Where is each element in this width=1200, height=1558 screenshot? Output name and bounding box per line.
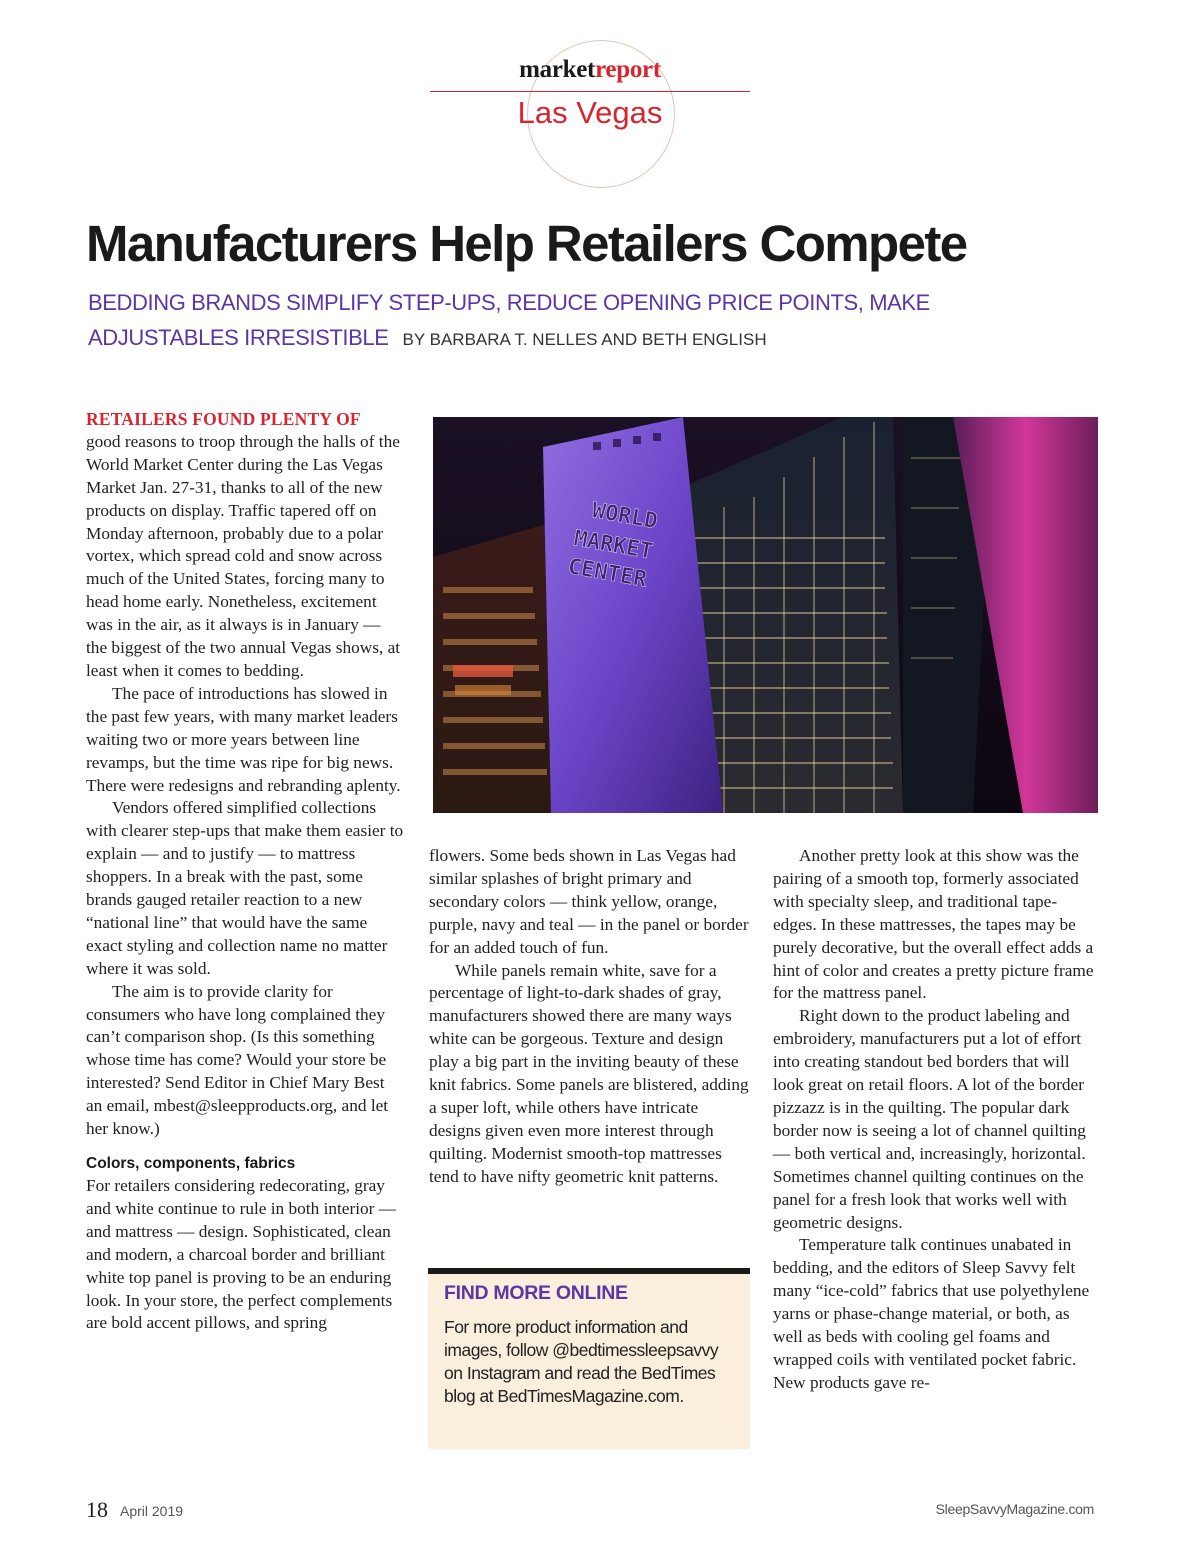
world-market-center-photo — [433, 417, 1098, 813]
lead-in: RETAILERS FOUND PLENTY OF — [86, 409, 361, 429]
find-more-online-sidebar — [428, 1268, 750, 1449]
article-column-2 — [429, 845, 751, 1189]
page-number: 18 — [86, 1497, 108, 1522]
body-paragraph: The pace of introductions has slowed in the past few years, with many market leaders waiting two or more years between line revamps, but the time was ripe for big news. There were redesigns and rebranding aplenty. — [86, 683, 401, 795]
article-column-1 — [86, 408, 404, 1335]
section-label-market: market — [519, 56, 596, 83]
section-label — [430, 56, 750, 84]
body-paragraph: Temperature talk continues unabated in bedding, and the editors of Sleep Savvy felt many “ice-cold” fabrics that use polyethylene yarns or phase-change material, or both, as well as beds with cooling gel foams and wrapped coils with ventilated pocket fabric. New products gave re- — [773, 1235, 1090, 1392]
body-paragraph: Another pretty look at this show was the pairing of a smooth top, formerly associated with specialty sleep, and traditional tape-edges. In these mattresses, the tapes may be purely decorative, but the overall effect adds a hint of color and creates a pretty picture frame for the mattress panel. — [773, 846, 1094, 1003]
section-label-report: report — [595, 56, 661, 83]
body-paragraph: The aim is to provide clarity for consumers who have long complained they can’t comparison shop. (Is this something whose time has come? Would your store be interested? Send Editor in Chief Mary Best an email, mbest@sleepproducts.org, and let her know.) — [86, 981, 389, 1139]
sidebar-body: For more product information and images, follow @bedtimessleepsavvy on Instagram and read the BedTimes blog at BedTimesMagazine.com. — [444, 1317, 719, 1406]
sign-line-1: WORLD — [589, 498, 660, 535]
body-paragraph: While panels remain white, save for a percentage of light-to-dark shades of gray, manufacturers showed there are many ways white can be gorgeous. Texture and design play a big part in the inviting beauty of these knit fabrics. Some panels are blistered, adding a super loft, while others have intricate designs given even more interest through quilting. Modernist smooth-top mattresses tend to have nifty geometric knit patterns. — [429, 960, 749, 1186]
deck-line-1: BEDDING BRANDS SIMPLIFY STEP-UPS, REDUCE OPENING PRICE POINTS, MAKE — [88, 290, 930, 315]
article-deck — [88, 285, 1118, 357]
article-column-3 — [773, 845, 1095, 1395]
photo-illustration — [433, 417, 1098, 813]
body-paragraph: flowers. Some beds shown in Las Vegas had similar splashes of bright primary and secondary colors — think yellow, orange, purple, navy and teal — in the panel or border for an added touch of fun. — [429, 846, 749, 957]
issue-date: April 2019 — [120, 1503, 184, 1519]
website-link: SleepSavvyMagazine.com — [935, 1501, 1094, 1517]
sign-line-3: CENTER — [565, 554, 649, 593]
section-divider — [430, 91, 750, 92]
sidebar-title: FIND MORE ONLINE — [444, 1282, 628, 1304]
body-paragraph: good reasons to troop through the halls of the World Market Center during the Las Vegas Market Jan. 27-31, thanks to all of the new products on display. Traffic tapered off on Monday afternoon, probably due to a polar vortex, which spread cold and snow across much of the United States, forcing many to head home early. Nonetheless, excitement was in the air, as it always is in January — the biggest of the two annual Vegas shows, at least when it comes to bedding. — [86, 431, 401, 680]
section-city: Las Vegas — [517, 95, 663, 130]
article-headline: Manufacturers Help Retailers Compete — [86, 215, 967, 272]
sign-line-2: MARKET — [571, 526, 655, 565]
deck-line-2-text: ADJUSTABLES IRRESISTIBLE — [88, 325, 389, 350]
byline: BY BARBARA T. NELLES AND BETH ENGLISH — [402, 330, 767, 349]
subhead: Colors, components, fabrics — [86, 1155, 296, 1172]
body-paragraph: For retailers considering redecorating, gray and white continue to rule in both interior — and mattress — design. Sophisticated, clean and modern, a charcoal border and brilliant white top panel is proving to be an enduring look. In your store, the perfect complements are bold accent pillows, and spring — [86, 1176, 397, 1333]
deck-line-2 — [88, 320, 1118, 357]
body-paragraph: Vendors offered simplified collections with clearer step-ups that make them easier to explain — and to justify — to mattress shoppers. In a break with the past, some brands gauged retailer reaction to a new “national line” that would have the same exact styling and collection name no matter where it was sold. — [86, 798, 404, 978]
body-paragraph: Right down to the product labeling and embroidery, manufacturers put a lot of effort into creating standout bed borders that will look great on retail floors. A lot of the border pizzazz is in the quilting. The popular dark border now is seeing a lot of channel quilting — both vertical and, increasingly, horizontal. Sometimes channel quilting continues on the panel for a fresh look that works well with geometric designs. — [773, 1006, 1086, 1232]
